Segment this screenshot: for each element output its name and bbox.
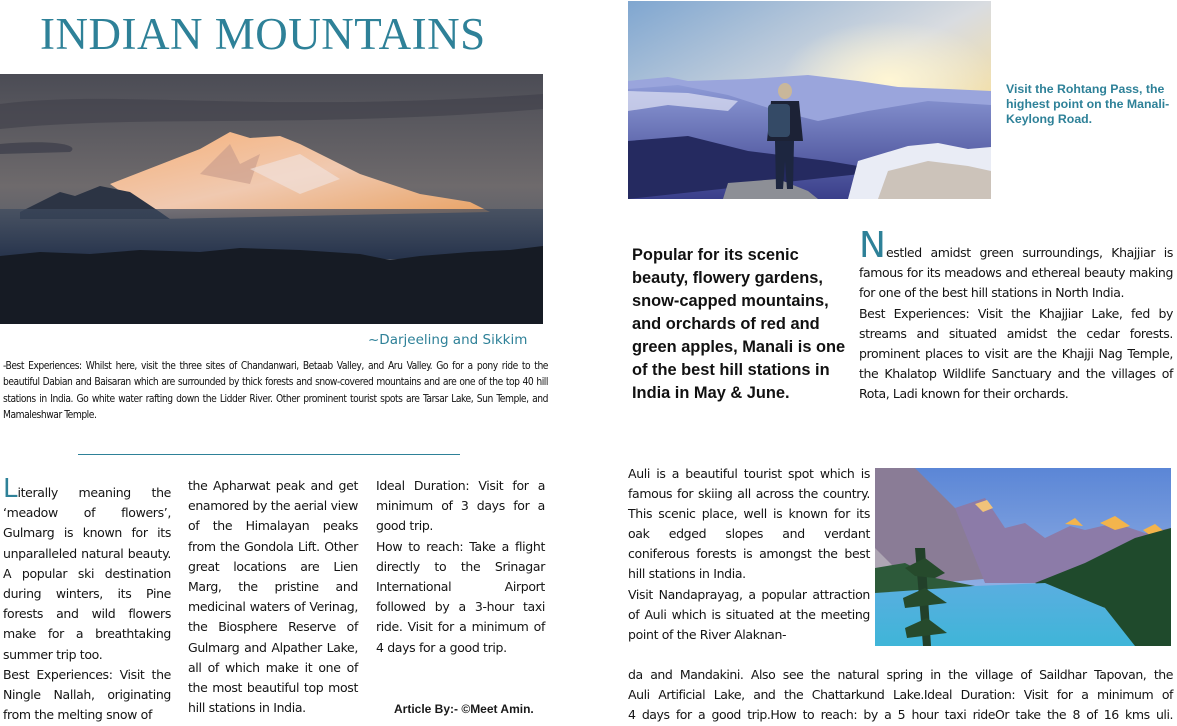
gulmarg-column-2 bbox=[188, 476, 358, 718]
gulmarg-column-3 bbox=[376, 476, 545, 658]
mountain-photo bbox=[0, 74, 543, 324]
gulmarg-locations: the Apharwat peak and get enamored by the aerial view of the Himalayan peaks from the Gondola Lift. Other great locations are Lien Marg, the pristine and medicinal waters of Verinag, the Biosphere Reserve of Gulmarg and Alpather Lake, all of which make it one of the most beautiful top most hill stations in India. bbox=[188, 478, 358, 716]
dropcap-letter: N bbox=[859, 225, 886, 266]
auli-line: Auli Artificial Lake, and the Chattarkund Lake.Ideal Duration: Visit for a minimum of bbox=[628, 687, 1173, 703]
article-byline: Article By:- ©Meet Amin. bbox=[394, 702, 534, 716]
auli-article bbox=[628, 464, 870, 645]
dropcap-letter: L bbox=[3, 474, 18, 504]
gulmarg-ideal-duration: Ideal Duration: Visit for a minimum of 3 days for a good trip. bbox=[376, 478, 545, 534]
auli-nandaprayag: Visit Nandaprayag, a popular attraction of Auli which is situated at the meeting point of the River Alaknan- bbox=[628, 586, 870, 642]
auli-line: 4 days for a good trip.How to reach: by a 5 hour taxi rideOr take the 8 of 16 kms uli. bbox=[628, 707, 1173, 723]
lake-photo bbox=[875, 468, 1171, 646]
best-experiences-paragraph: -Best Experiences: Whilst here, visit the three sites of Chandanwari, Betaab Valley, and Aru Valley. Go for a pony ride to the beautiful Dabian and Baisaran which are surrounded by thick forests and snow-covered mountains and are one of the top 40 hill stations in India. Go white water rafting down the Lidder River. Other prominent tourist spots are Tarsar Lake, Sun Temple, and Mamaleshwar Temple. bbox=[3, 361, 548, 421]
auli-intro: Auli is a beautiful tourist spot which is famous for skiing all across the country. This scenic place, well is known for its oak edged slopes and verdant coniferous forests is amongst the best hill stations in India. bbox=[628, 466, 870, 582]
manali-pull-quote: Popular for its scenic beauty, flowery gardens, snow-capped mountains, and orchards of red and green apples, Manali is one of the best hill stations in India in May & June. bbox=[632, 246, 846, 402]
rohtang-callout: Visit the Rohtang Pass, the highest point on the Manali-Keylong Road. bbox=[1006, 82, 1170, 126]
gulmarg-column-1 bbox=[3, 474, 171, 725]
hiker-photo bbox=[628, 1, 991, 199]
khajjiar-article bbox=[859, 225, 1173, 405]
auli-line: da and Mandakini. Also see the natural spring in the village of Saildhar Tapovan, the bbox=[628, 667, 1173, 682]
gulmarg-intro: Literally meaning the ‘meadow of flowers’, Gulmarg is known for its unparalleled natural beauty. A popular ski destination during winters, its Pine forests and wild flowers make for a breathtaking summer trip too. bbox=[3, 474, 171, 662]
khajjiar-intro: Nestled amidst green surroundings, Khajjiar is famous for its meadows and ethereal beauty making for one of the best hill stations in North India. bbox=[859, 225, 1173, 301]
mountain-photo-caption: ~Darjeeling and Sikkim bbox=[368, 332, 528, 348]
gulmarg-best-experiences: Best Experiences: Visit the Ningle Nallah, originating from the melting snow of bbox=[3, 666, 171, 723]
section-divider bbox=[78, 454, 460, 455]
gulmarg-how-to-reach: How to reach: Take a flight directly to the Srinagar International Airport followed by a 3-hour taxi ride. Visit for a minimum of 4 days for a good trip. bbox=[376, 538, 545, 655]
auli-article-continued bbox=[628, 665, 1173, 725]
khajjiar-best-experiences: Best Experiences: Visit the Khajjiar Lake, fed by streams and situated amidst the cedar forests. prominent places to visit are the Khajji Nag Temple, the Khalatop Wildlife Sanctuary and the villages of Rota, Ladi known for their orchards. bbox=[859, 305, 1173, 402]
page-title: INDIAN MOUNTAINS bbox=[40, 9, 486, 59]
